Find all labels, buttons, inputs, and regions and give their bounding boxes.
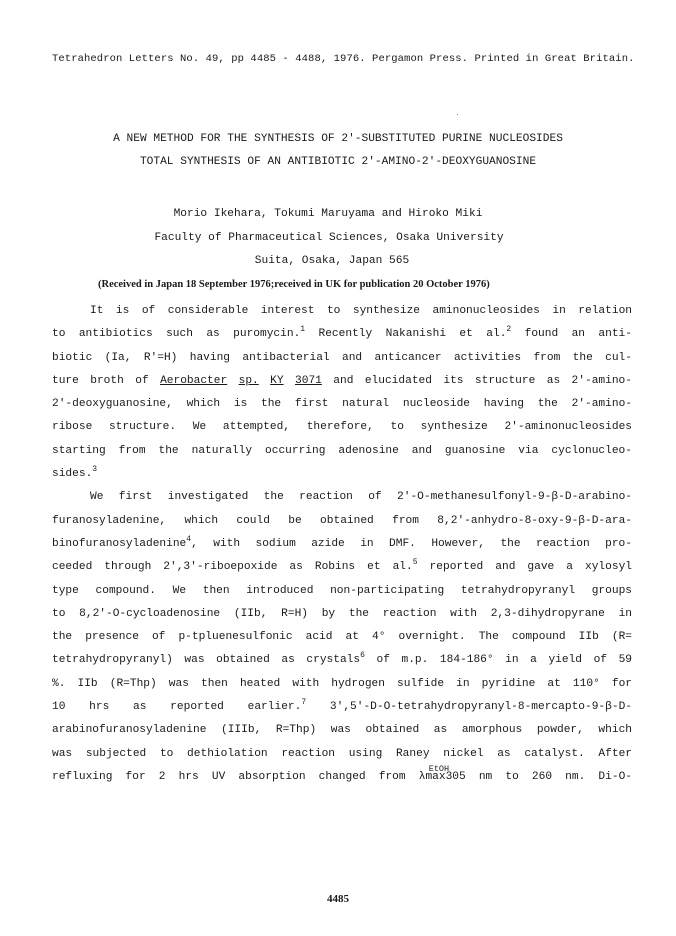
body-line: the presence of p-tpluenesulfonic acid at 4° overnight. The compound IIb (R=	[52, 631, 632, 644]
body-line: type compound. We then introduced non-participating tetrahydropyranyl groups	[52, 584, 632, 597]
body-line: tetrahydropyranyl) was obtained as crystals$^6$ of m.p. 184-186° in a yield of 59	[52, 651, 633, 667]
body-line: We first investigated the reaction of 2'-O-methanesulfonyl-9-β-D-arabino-	[90, 491, 632, 504]
body-line: ribose structure. We attempted, therefore, to synthesize 2'-aminonucleosides	[52, 421, 632, 434]
body-line: refluxing for 2 hrs UV absorption changed from λmax EtOH 305 nm to 260 nm. Di-O-	[52, 766, 632, 789]
body-line: furanosyladenine, which could be obtained from 8,2'-anhydro-8-oxy-9-β-D-ara-	[52, 514, 632, 527]
organism-name: sp.	[238, 374, 259, 387]
body-line: to 8,2'-O-cycloadenosine (IIb, R=H) by the reaction with 2,3-dihydropyrane in	[52, 607, 632, 620]
body-line: ceeded through 2',3'-riboepoxide as Robins et al.$^5$ reported and gave a xylosyl	[52, 558, 632, 574]
citation-marker: 7	[301, 698, 307, 708]
citation-marker: 1	[300, 325, 306, 335]
lambda-max-notation: λmax EtOH	[419, 766, 446, 789]
citation-marker: 2	[506, 325, 512, 335]
body-line: 10 hrs as reported earlier.$^7$ 3',5'-D-O-tetrahydropyranyl-8-mercapto-9-β-D-	[52, 698, 632, 714]
strain-name: 3071	[295, 374, 322, 387]
body-line: binofuranosyladenine$^4$, with sodium azide in DMF. However, the reaction pro-	[52, 534, 632, 550]
citation-marker: 5	[412, 558, 418, 568]
body-line: sides.$^3$	[52, 465, 98, 481]
article-title-line-2: TOTAL SYNTHESIS OF AN ANTIBIOTIC 2'-AMINO-2'-DEOXYGUANOSINE	[139, 156, 537, 168]
body-line: to antibiotics such as puromycin.$^1$ Recently Nakanishi et al.$^2$ found an anti-	[52, 325, 632, 341]
body-line: It is of considerable interest to synthesize aminonucleosides in relation	[90, 305, 632, 317]
strain-name: KY	[270, 374, 284, 387]
address: Suita, Osaka, Japan 565	[254, 255, 410, 267]
body-line: starting from the naturally occurring adenosine and guanosine via cyclonucleo-	[52, 444, 632, 457]
journal-header: Tetrahedron Letters No. 49, pp 4485 - 4488, 1976. Pergamon Press. Printed in Great Britain.	[52, 53, 635, 65]
citation-marker: 4	[186, 534, 192, 544]
author-list: Morio Ikehara, Tokumi Maruyama and Hiroko Miki	[173, 208, 483, 220]
body-line: %. IIb (R=Thp) was then heated with hydrogen sulfide in pyridine at 110° for	[52, 677, 632, 690]
body-line: arabinofuranosyladenine (IIIb, R=Thp) was obtained as amorphous powder, which	[52, 724, 632, 737]
citation-marker: 3	[92, 465, 98, 475]
page-number: 4485	[327, 893, 349, 905]
body-line: was subjected to dethiolation reaction using Raney nickel as catalyst. After	[52, 747, 632, 760]
organism-name: Aerobacter	[160, 374, 228, 387]
received-dates: (Received in Japan 18 September 1976;received in UK for publication 20 October 1976)	[98, 279, 490, 290]
citation-marker: 6	[360, 651, 365, 661]
solvent-superscript: EtOH	[428, 763, 450, 774]
affiliation: Faculty of Pharmaceutical Sciences, Osaka University	[154, 232, 504, 244]
article-title-line-1: A NEW METHOD FOR THE SYNTHESIS OF 2'-SUBSTITUTED PURINE NUCLEOSIDES	[113, 133, 563, 145]
body-text	[52, 300, 632, 789]
body-line: ture broth of Aerobacter sp. KY 3071 and elucidated its structure as 2'-amino-	[52, 374, 632, 387]
body-line: biotic (Ia, R'=H) having antibacterial and anticancer activities from the cul-	[52, 351, 632, 364]
scan-speck	[457, 114, 458, 115]
body-line: 2'-deoxyguanosine, which is the first natural nucleoside having the 2'-amino-	[52, 398, 632, 411]
